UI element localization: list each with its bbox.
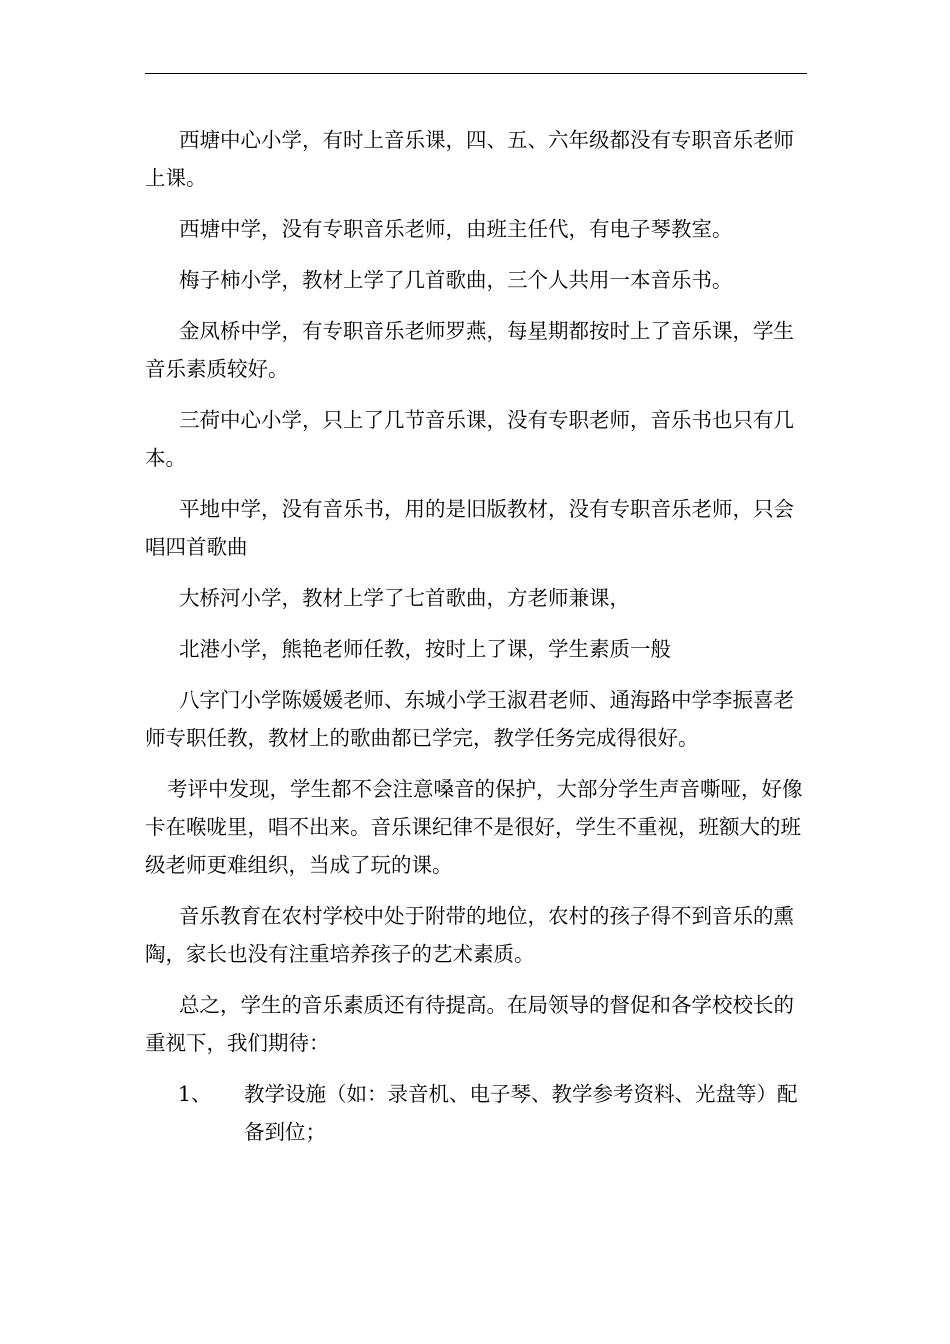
paragraph-conclusion: 总之，学生的音乐素质还有待提高。在局领导的督促和各学校校长的重视下，我们期待： [145, 993, 794, 1055]
paragraph-sanhe-central-primary: 三荷中心小学，只上了几节音乐课，没有专职老师，音乐书也只有几本。 [145, 408, 794, 470]
paragraph-jinfengqiao-middle: 金凤桥中学，有专职音乐老师罗燕，每星期都按时上了音乐课，学生音乐素质较好。 [145, 319, 794, 381]
paragraph-pingdi-middle: 平地中学，没有音乐书，用的是旧版教材，没有专职音乐老师，只会唱四首歌曲 [145, 497, 794, 559]
document-body [145, 121, 807, 1151]
list-item [145, 1075, 807, 1151]
paragraph-specialist-teachers: 八字门小学陈媛媛老师、东城小学王淑君老师、通海路中学李振喜老师专职任教，教材上的歌曲都已学完，教学任务完成得很好。 [145, 688, 794, 750]
paragraph-xitang-central-primary: 西塘中心小学，有时上音乐课，四、五、六年级都没有专职音乐老师上课。 [145, 128, 794, 190]
paragraph-evaluation-findings: 考评中发现，学生都不会注意嗓音的保护，大部分学生声音嘶哑，好像卡在喉咙里，唱不出来。音乐课纪律不是很好，学生不重视，班额大的班级老师更难组织，当成了玩的课。 [145, 777, 803, 877]
paragraph-rural-music-education: 音乐教育在农村学校中处于附带的地位，农村的孩子得不到音乐的熏陶，家长也没有注重培养孩子的艺术素质。 [145, 904, 794, 966]
paragraph-beigang-primary: 北港小学，熊艳老师任教，按时上了课，学生素质一般 [179, 637, 671, 661]
header-rule [145, 73, 807, 74]
paragraph-daqiaohe-primary: 大桥河小学，教材上学了七首歌曲，方老师兼课， [179, 586, 630, 610]
paragraph-xitang-middle: 西塘中学，没有专职音乐老师，由班主任代，有电子琴教室。 [179, 217, 733, 241]
paragraph-meizishi-primary: 梅子柿小学，教材上学了几首歌曲，三个人共用一本音乐书。 [179, 268, 733, 292]
list-item-marker: 1、 [178, 1082, 212, 1106]
list-item-text: 教学设施（如：录音机、电子琴、教学参考资料、光盘等）配备到位； [244, 1082, 798, 1144]
